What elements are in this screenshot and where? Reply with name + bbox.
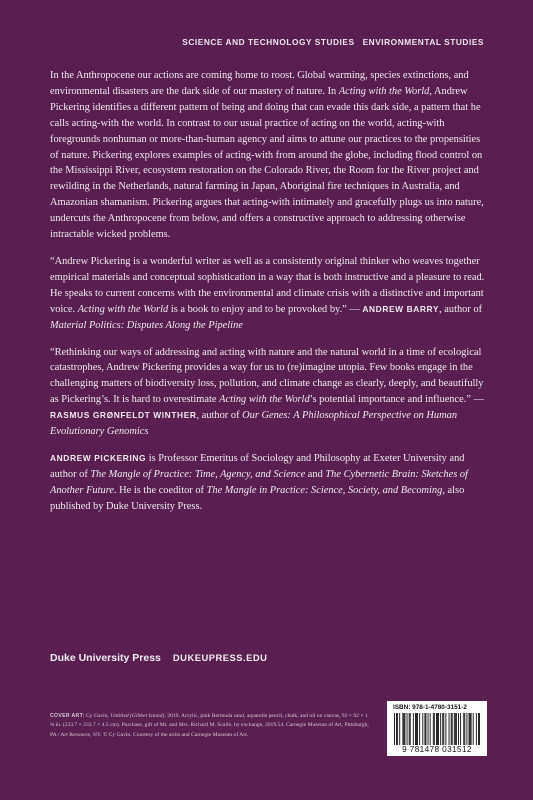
publisher-url: DUKEUPRESS.EDU — [172, 652, 268, 663]
endorser-name: ANDREW BARRY — [362, 303, 440, 314]
barcode — [387, 701, 487, 756]
author-bio: ANDREW PICKERING is Professor Emeritus of Sociology and Philosophy at Exeter University and author of The Mangle of Practice: Time, Agency, and Science and The Cybernetic Brain: Sketches of Another Future. He is the coeditor of The Mangle in Practice: Science, Society, and Becoming, also published by Duke University Press. — [50, 452, 468, 512]
cover-art-credit: COVER ART: Cy Gavin, Untitled (Gibbet Island), 2019. Acrylic, pink Bermuda sand, aquarelle pencil, chalk, and oil on canvas, 92 × 92 × 1 ¾ in. (233.7 × 233.7 × 4.5 cm). Purchase, gift of Mr. and Mrs. Richard M. Scaife, by exchange, 2019.54. Carnegie Museum of Art, Pittsburgh, PA / Art Resource, NY. © Cy Gavin. Courtesy of the artist and Carnegie Museum of Art. — [50, 713, 369, 738]
barcode-digits: 9 781478 031512 — [402, 745, 472, 754]
book-description: In the Anthropocene our actions are coming home to roost. Global warming, species extinctions, and environmental disasters are the dark side of our mastery of nature. In Acting with the World, Andrew Pickering identifies a different pattern of being and doing that can evade this dark side, a pattern that he calls acting-with the world. In contrast to our usual practice of acting on the world, acting-with foregrounds nonhuman or more-than-human agency and aims to attune our practices to the propensities of nature. Pickering explores examples of acting-with from around the globe, including flood control on the Mississippi River, ecosystem restoration on the Colorado River, the Room for the River project and rewilding in the Netherlands, natural farming in Japan, Aboriginal fire techniques in Australia, and Amazonian shamanism. Pickering argues that acting-with intimately and gracefully plugs us into nature, undercuts the Anthropocene from below, and offers a constructive approach to addressing otherwise intractable wicked problems. — [50, 70, 484, 241]
endorsement-barry: “Andrew Pickering is a wonderful writer as well as a consistently original thinker who weaves together empirical materials and conceptual sophistication in a way that is both instructive and a pleasure to read. He speaks to current concerns with the environmental and climate crisis with a distinctive and important voice. Acting with the World is a book to enjoy and to be provoked by.” — ANDREW BARRY, author of Material Politics: Disputes Along the Pipeline — [50, 255, 485, 331]
endorser-name: RASMUS GRØNFELDT WINTHER — [50, 410, 197, 421]
main-text — [50, 68, 488, 515]
subject-categories — [182, 37, 484, 47]
publisher-name: Duke University Press — [50, 652, 161, 664]
endorsement-winther: “Rethinking our ways of addressing and acting with nature and the natural world in a time of ecological catastrophes, Andrew Pickering provides a way for us to (re)imagine utopia. Few books engage in the challenging matters of biodiversity loss, pollution, and climate change as clearly, deeply, and beautifully as Pickering’s. It is hard to overestimate Acting with the World’s potential importance and influence.” — RASMUS GRØNFELDT WINTHER, author of Our Genes: A Philosophical Perspective on Human Evolutionary Genomics — [50, 346, 484, 438]
publisher-line — [50, 652, 267, 664]
barcode-bars — [394, 713, 480, 745]
author-name: ANDREW PICKERING — [50, 452, 147, 463]
isbn-label: ISBN: 978-1-4780-3151-2 — [393, 704, 467, 711]
subject-environmental: ENVIRONMENTAL STUDIES — [362, 37, 484, 47]
subject-sts: SCIENCE AND TECHNOLOGY STUDIES — [182, 37, 355, 47]
